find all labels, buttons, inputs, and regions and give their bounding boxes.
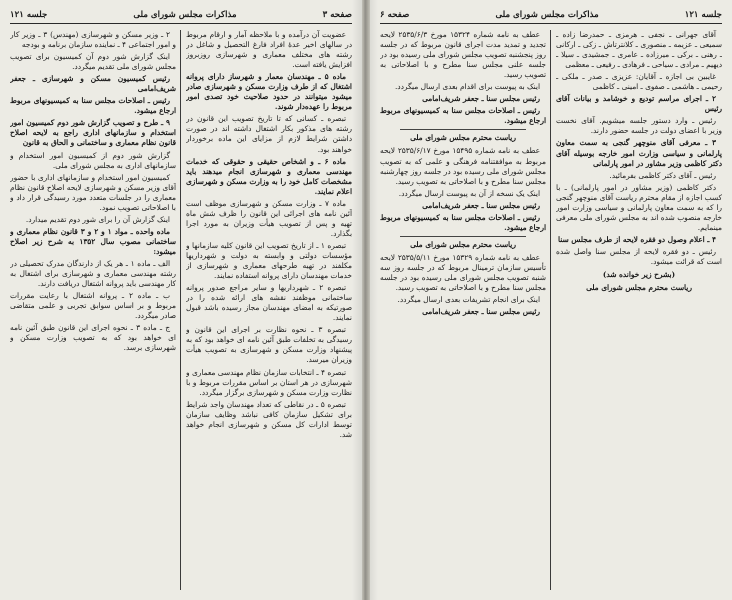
paragraph: گزارش شور دوم از کمیسیون امور استخدام و سازمانهای اداری به مجلس شورای ملی. — [10, 150, 176, 170]
left-page-title: مذاکرات مجلس شورای ملی — [133, 9, 237, 20]
paragraph: تبصره ـ کسانی که تا تاریخ تصویب این قانون در رشته های مذکور بکار اشتغال داشته اند در صورت داشتن شرایط لازم از مزایای این ماده برخوردار خواهند بود. — [186, 114, 352, 154]
paragraph: رئیس ـ اصلاحات مجلس سنا به کمیسیونهای مربوط ارجاع میشود. — [380, 106, 546, 126]
section-heading: ۳ ـ معرفی آقای منوچهر گنجی به سمت معاون پارلمانی و سیاسی وزارت امور خارجه بوسیله آقای دکتر کاظمی وزیر مشاور در امور پارلمانی — [556, 138, 722, 168]
page-fold-shadow — [352, 0, 378, 600]
section-heading: ۹ ـ طرح و تصویب گزارش شور دوم کمیسیون امور استخدام و سازمانهای اداری راجع به لایحه اصلاح قانون نظام معماری و ساختمانی و الحاق به قانون — [10, 118, 176, 148]
paragraph: عضویت آن درآمده و با ملاحظه آمار و ارقام مربوط در سالهای اخیر عدۀ افراد فارغ التحصیل و شاغل در رشته های مختلف معماری و شهرسازی روزبروز افزایش یافته است. — [186, 30, 352, 70]
separator — [400, 236, 526, 237]
paragraph: اینک یک نسخه از آن به پیوست ارسال میگردد. — [398, 188, 540, 198]
right-page-title: مذاکرات مجلس شورای ملی — [495, 9, 599, 20]
paragraph: (بشرح زیر خوانده شد) — [602, 270, 676, 280]
paragraph: رئیس مجلس سنا ـ جعفر شریف‌امامی — [422, 307, 540, 317]
right-page-header — [380, 8, 722, 24]
paragraph: ماده واحده ـ مواد ۱ و ۲ و ۳ قانون نظام معماری و ساختمانی مصوب سال ۱۳۵۲ به شرح زیر اصلاح میشود: — [10, 226, 176, 256]
paragraph: تبصره ۳ ـ نحوه نظارت بر اجرای این قانون و رسیدگی به تخلفات طبق آئین نامه ای خواهد بود که به پیشنهاد وزارت مسکن و شهرسازی به تصویب هیأت وزیران میرسد. — [186, 325, 352, 365]
paragraph: ریاست محترم مجلس شورای ملی — [410, 133, 516, 143]
paragraph: تبصره ۴ ـ انتخابات سازمان نظام مهندسی معماری و شهرسازی در هر استان بر اساس مقررات مربوط و با نظارت وزارت مسکن و شهرسازی برگزار میگردد. — [186, 367, 352, 397]
paragraph: رئیس کمیسیون مسکن و شهرسازی ـ جعفر شریف‌امامی — [10, 74, 176, 94]
paragraph: رئیس ـ وارد دستور جلسه میشویم. آقای نخست وزیر با اعضای دولت در جلسه حضور دارند. — [556, 116, 722, 136]
left-page-session: جلسه ۱۲۱ — [10, 9, 48, 20]
left-page — [0, 0, 362, 600]
right-page-label: صفحه ۶ — [380, 9, 410, 20]
paragraph: آقای جهرانی ـ نجفی ـ هرمزی ـ حمدرضا زاده ـ سمیعی ـ عزیمه ـ منصوری ـ کلانترتاش ـ زکی ـ ارکانی ـ رهنی ـ برکی ـ میرزاده ـ عامری ـ جمشیدی ـ سیلا ـ دیهیم ـ مرادی ـ سیاحی ـ فرهادی ـ رفیعی ـ معظمی — [556, 30, 722, 70]
paragraph: عطف به نامه شماره ۱۵۳۲۴ مورخ ۲۵۳۵/۶/۳ لایحه تجدید و تمدید مدت اجرای قانون مربوط که در جلسه روز پنجشنبه تصویب مجلس شورای ملی رسیده بود در جلسه علنی مجلس سنا مطرح و با اصلاحاتی به تصویب رسید. — [380, 30, 546, 80]
paragraph: رئیس ـ اصلاحات مجلس سنا به کمیسیونهای مربوط ارجاع میشود. — [380, 212, 546, 232]
paragraph: اینک گزارش آن را برای شور دوم تقدیم میدارد. — [25, 214, 170, 224]
left-page-column-left — [10, 30, 176, 592]
paragraph: تبصره ۵ ـ در نقاطی که تعداد مهندسان واجد شرایط برای تشکیل سازمان کافی نباشد وظایف سازمان توسط ادارات کل مسکن و شهرسازی انجام خواهد شد. — [186, 399, 352, 439]
left-page-column-right — [186, 30, 352, 592]
paragraph: اینک گزارش شور دوم آن کمیسیون برای تصویب مجلس شورای ملی تقدیم میگردد. — [10, 52, 176, 72]
paragraph: ۲ ـ وزیر مسکن و شهرسازی (مهندس) ۳ ـ وزیر کار و امور اجتماعی ۴ ـ نماینده سازمان برنامه و بودجه — [10, 30, 176, 50]
right-page — [370, 0, 732, 600]
paragraph: تبصره ۱ ـ از تاریخ تصویب این قانون کلیه سازمانها و مؤسسات دولتی و وابسته به دولت و شهرداریها مکلفند در تهیه طرحهای معماری و شهرسازی از خدمات مهندسان دارای پروانه استفاده نمایند. — [186, 240, 352, 281]
right-page-column-left — [380, 30, 546, 592]
paragraph: کمیسیون امور استخدام و سازمانهای اداری با حضور آقای وزیر مسکن و شهرسازی لایحه اصلاح قانون نظام معماری را در جلسات متعدد مورد رسیدگی قرار داد و با اصلاحاتی تصویب نمود. — [10, 172, 176, 212]
right-page-session: جلسه ۱۲۱ — [684, 9, 722, 20]
paragraph: رئیس ـ آقای دکتر کاظمی بفرمائید. — [609, 170, 716, 180]
paragraph: رئیس مجلس سنا ـ جعفر شریف‌امامی — [422, 200, 540, 210]
paragraph: ماده ۶ ـ و اشخاص حقیقی و حقوقی که خدمات مهندسی معماری و شهرسازی انجام میدهند باید مشخصات کامل خود را به وزارت مسکن و شهرسازی اعلام نمایند. — [186, 156, 352, 196]
left-page-label: صفحه ۳ — [322, 9, 352, 20]
paragraph: اینک برای انجام تشریفات بعدی ارسال میگردد. — [397, 295, 540, 305]
paragraph: ریاست محترم مجلس شورای ملی — [586, 283, 692, 293]
paragraph: ب ـ ماده ۲ ـ پروانه اشتغال با رعایت مقررات مربوط و بر اساس سوابق تجربی و علمی متقاضی صادر میگردد. — [10, 291, 176, 321]
column-divider — [550, 30, 551, 590]
paragraph: غایبین بی اجازه ـ آقایان: عزیزی ـ صدر ـ ملکی ـ رحیمی ـ هاشمی ـ صفوی ـ امینی ـ کاظمی — [556, 72, 722, 92]
paragraph: ماده ۷ ـ وزارت مسکن و شهرسازی موظف است آئین نامه های اجرائی این قانون را ظرف شش ماه تهیه و پس از تصویب هیأت وزیران به مورد اجرا بگذارد. — [186, 198, 352, 238]
paragraph: رئیس ـ اصلاحات مجلس سنا به کمیسیونهای مربوط ارجاع میشود. — [10, 96, 176, 116]
section-heading: ۴ ـ اعلام وصول دو فقره لایحه از طرف مجلس سنا — [558, 234, 716, 244]
paragraph: ماده ۵ ـ مهندسان معمار و شهرساز دارای پروانه اشتغال که از طرف وزارت مسکن و شهرسازی صادر میشود میتوانند در حدود صلاحیت خود تصدی امور مربوط را عهده‌دار شوند. — [186, 72, 352, 112]
paragraph: رئیس ـ دو فقره لایحه از مجلس سنا واصل شده است که قرائت میشود. — [556, 246, 722, 266]
separator — [400, 129, 526, 130]
paragraph: ریاست محترم مجلس شورای ملی — [410, 239, 516, 249]
paragraph: اینک به پیوست برای اقدام بعدی ارسال میگردد. — [394, 82, 540, 92]
paragraph: ج ـ ماده ۳ ـ نحوه اجرای این قانون طبق آئین نامه ای خواهد بود که به تصویب وزارت مسکن و شهرسازی برسد. — [10, 323, 176, 353]
left-page-header — [10, 8, 352, 24]
paragraph: الف ـ ماده ۱ ـ هر یک از دارندگان مدرک تحصیلی در رشته مهندسی معماری و شهرسازی برای اشتغال به کار مهندسی باید پروانه اشتغال دریافت دارند. — [10, 258, 176, 289]
paragraph: عطف به نامه شماره ۱۵۳۲۹ مورخ ۲۵۳۵/۵/۱۱ لایحه تأسیس سازمان ترمینال مربوط که در جلسه روز سه شنبه تصویب مجلس شورای ملی رسیده بود در جلسه مجلس سنا مطرح و با اصلاحاتی به تصویب رسید. — [380, 252, 546, 293]
right-page-column-right — [556, 30, 722, 592]
column-divider — [180, 30, 181, 590]
paragraph: عطف به نامه شماره ۱۵۴۹۵ مورخ ۲۵۳۵/۶/۱۷ لایحه مربوط به موافقتنامه فرهنگی و علمی که به تصویب مجلس شورای ملی رسیده بود در جلسه روز چهارشنبه مجلس سنا مطرح و با اصلاحاتی به تصویب رسید. — [380, 146, 546, 186]
paragraph: رئیس مجلس سنا ـ جعفر شریف‌امامی — [422, 94, 540, 104]
paragraph: تبصره ۲ ـ شهرداریها و سایر مراجع صدور پروانه ساختمانی موظفند نقشه های ارائه شده را در صورتیکه به امضای مهندسان مجاز رسیده باشد قبول نمایند. — [186, 283, 352, 323]
section-heading: ۲ ـ اجرای مراسم تودیع و خوشامد و بیانات آقای رئیس — [556, 94, 722, 114]
paragraph: دکتر کاظمی (وزیر مشاور در امور پارلمانی) ـ با کسب اجازه از مقام محترم ریاست آقای منوچهر گنجی را که به سمت معاون پارلمانی و سیاسی وزارت امور خارجه منصوب شده اند به مجلس شورای ملی معرفی مینمایم. — [556, 182, 722, 232]
